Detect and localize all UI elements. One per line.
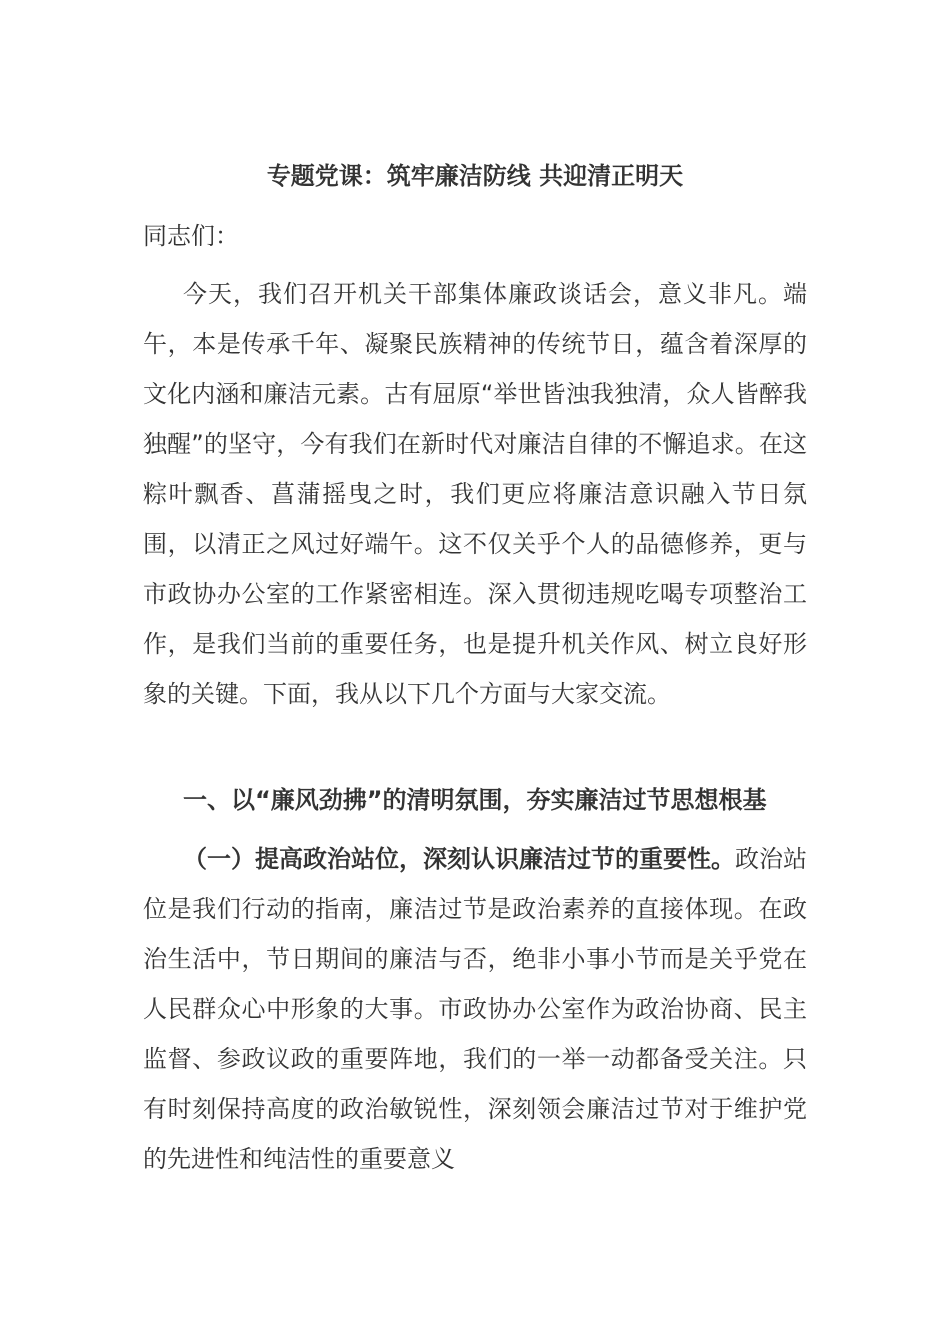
section-heading-1: 一、以“廉风劲拂”的清明氛围，夯实廉洁过节思想根基 (183, 786, 767, 814)
paragraph-lead-sentence: （一）提高政治站位，深刻认识廉洁过节的重要性。 (183, 845, 735, 873)
salutation: 同志们： (143, 222, 239, 250)
paragraph-body-text: 政治站位是我们行动的指南，廉洁过节是政治素养的直接体现。在政治生活中，节日期间的廉洁与否，绝非小事小节而是关乎党在人民群众心中形象的大事。市政协办公室作为政治协商、民主监督、参政议政的重要阵地，我们的一举一动都备受关注。只有时刻保持高度的政治敏锐性，深刻领会廉洁过节对于维护党的先进性和纯洁性的重要意义 (143, 845, 807, 1173)
paragraph-political-stance (143, 834, 807, 1184)
document-title: 专题党课：筑牢廉洁防线 共迎清正明天 (266, 162, 684, 190)
paragraph-intro: 今天，我们召开机关干部集体廉政谈话会，意义非凡。端午，本是传承千年、凝聚民族精神的传统节日，蕴含着深厚的文化内涵和廉洁元素。古有屈原“举世皆浊我独清，众人皆醉我独醒”的坚守，今有我们在新时代对廉洁自律的不懈追求。在这粽叶飘香、菖蒲摇曳之时，我们更应将廉洁意识融入节日氛围，以清正之风过好端午。这不仅关乎个人的品德修养，更与市政协办公室的工作紧密相连。深入贯彻违规吃喝专项整治工作，是我们当前的重要任务，也是提升机关作风、树立良好形象的关键。下面，我从以下几个方面与大家交流。 (143, 280, 807, 708)
